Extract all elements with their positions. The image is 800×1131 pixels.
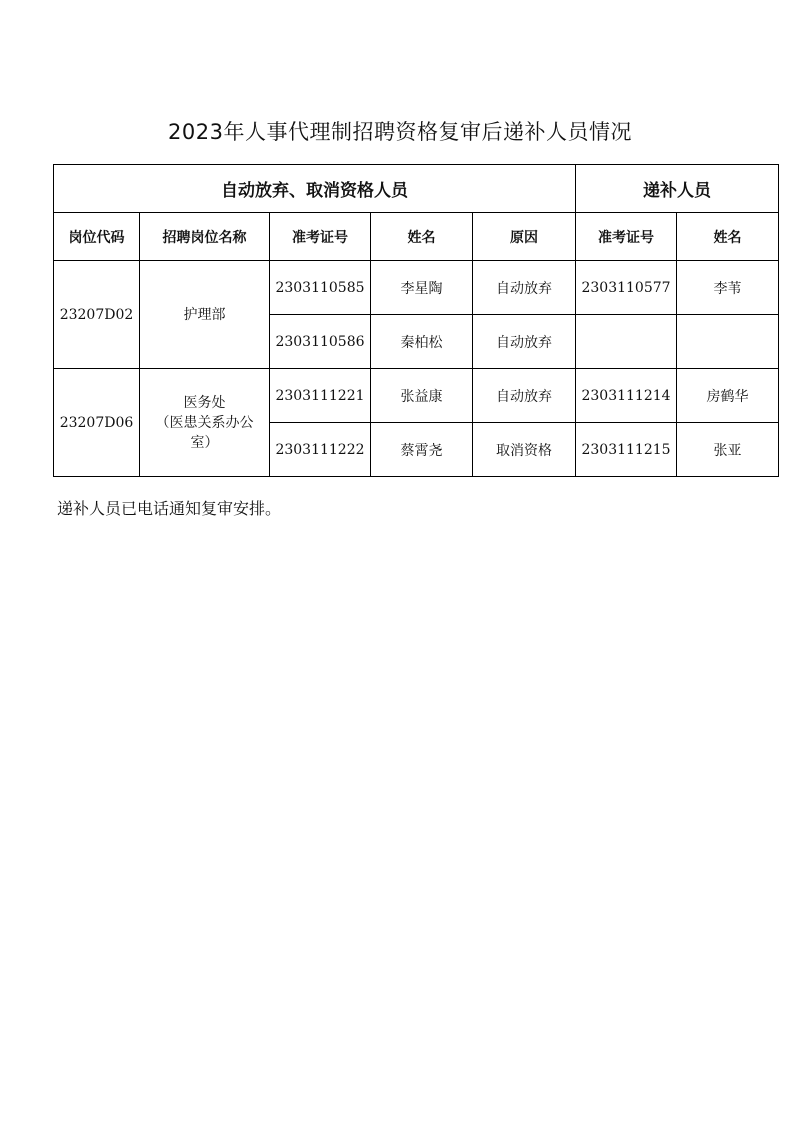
sub-exam-no-cell: 2303111215 — [576, 423, 677, 477]
table-row — [54, 369, 779, 423]
exam-no-cell: 2303110585 — [270, 261, 371, 315]
reason-cell: 自动放弃 — [473, 315, 576, 369]
col-header-exam-no: 准考证号 — [270, 213, 371, 261]
reason-cell: 自动放弃 — [473, 369, 576, 423]
position-name-line: 医务处 — [183, 394, 226, 411]
col-header-reason: 原因 — [473, 213, 576, 261]
sub-name-cell: 李苇 — [677, 261, 779, 315]
sub-exam-no-cell: 2303111214 — [576, 369, 677, 423]
column-header-row — [54, 213, 779, 261]
reason-cell: 取消资格 — [473, 423, 576, 477]
exam-no-cell: 2303111221 — [270, 369, 371, 423]
position-code-cell: 23207D02 — [54, 261, 140, 369]
reason-cell: 自动放弃 — [473, 261, 576, 315]
sub-name-cell: 房鹤华 — [677, 369, 779, 423]
exam-no-cell: 2303111222 — [270, 423, 371, 477]
position-name-line: 护理部 — [183, 306, 226, 323]
col-header-sub-name: 姓名 — [677, 213, 779, 261]
table-row — [54, 261, 779, 315]
sub-name-cell: 张亚 — [677, 423, 779, 477]
col-header-position-name: 招聘岗位名称 — [140, 213, 270, 261]
page-title: 2023年人事代理制招聘资格复审后递补人员情况 — [168, 120, 632, 144]
name-cell: 张益康 — [371, 369, 473, 423]
sub-exam-no-cell — [576, 315, 677, 369]
col-header-name: 姓名 — [371, 213, 473, 261]
name-cell: 秦柏松 — [371, 315, 473, 369]
position-name-line: （医患关系办公 — [155, 414, 254, 431]
position-code-cell: 23207D06 — [54, 369, 140, 477]
footnote: 递补人员已电话通知复审安排。 — [57, 499, 282, 518]
group-header-withdrawn: 自动放弃、取消资格人员 — [54, 165, 576, 213]
position-name-cell — [140, 369, 270, 477]
sub-name-cell — [677, 315, 779, 369]
col-header-sub-exam-no: 准考证号 — [576, 213, 677, 261]
group-header-row — [54, 165, 779, 213]
name-cell: 蔡霄尧 — [371, 423, 473, 477]
group-header-substitutes: 递补人员 — [576, 165, 779, 213]
sub-exam-no-cell: 2303110577 — [576, 261, 677, 315]
substitute-table — [53, 164, 779, 477]
exam-no-cell: 2303110586 — [270, 315, 371, 369]
position-name-line: 室） — [190, 434, 219, 451]
position-name-cell — [140, 261, 270, 369]
name-cell: 李星陶 — [371, 261, 473, 315]
col-header-position-code: 岗位代码 — [54, 213, 140, 261]
